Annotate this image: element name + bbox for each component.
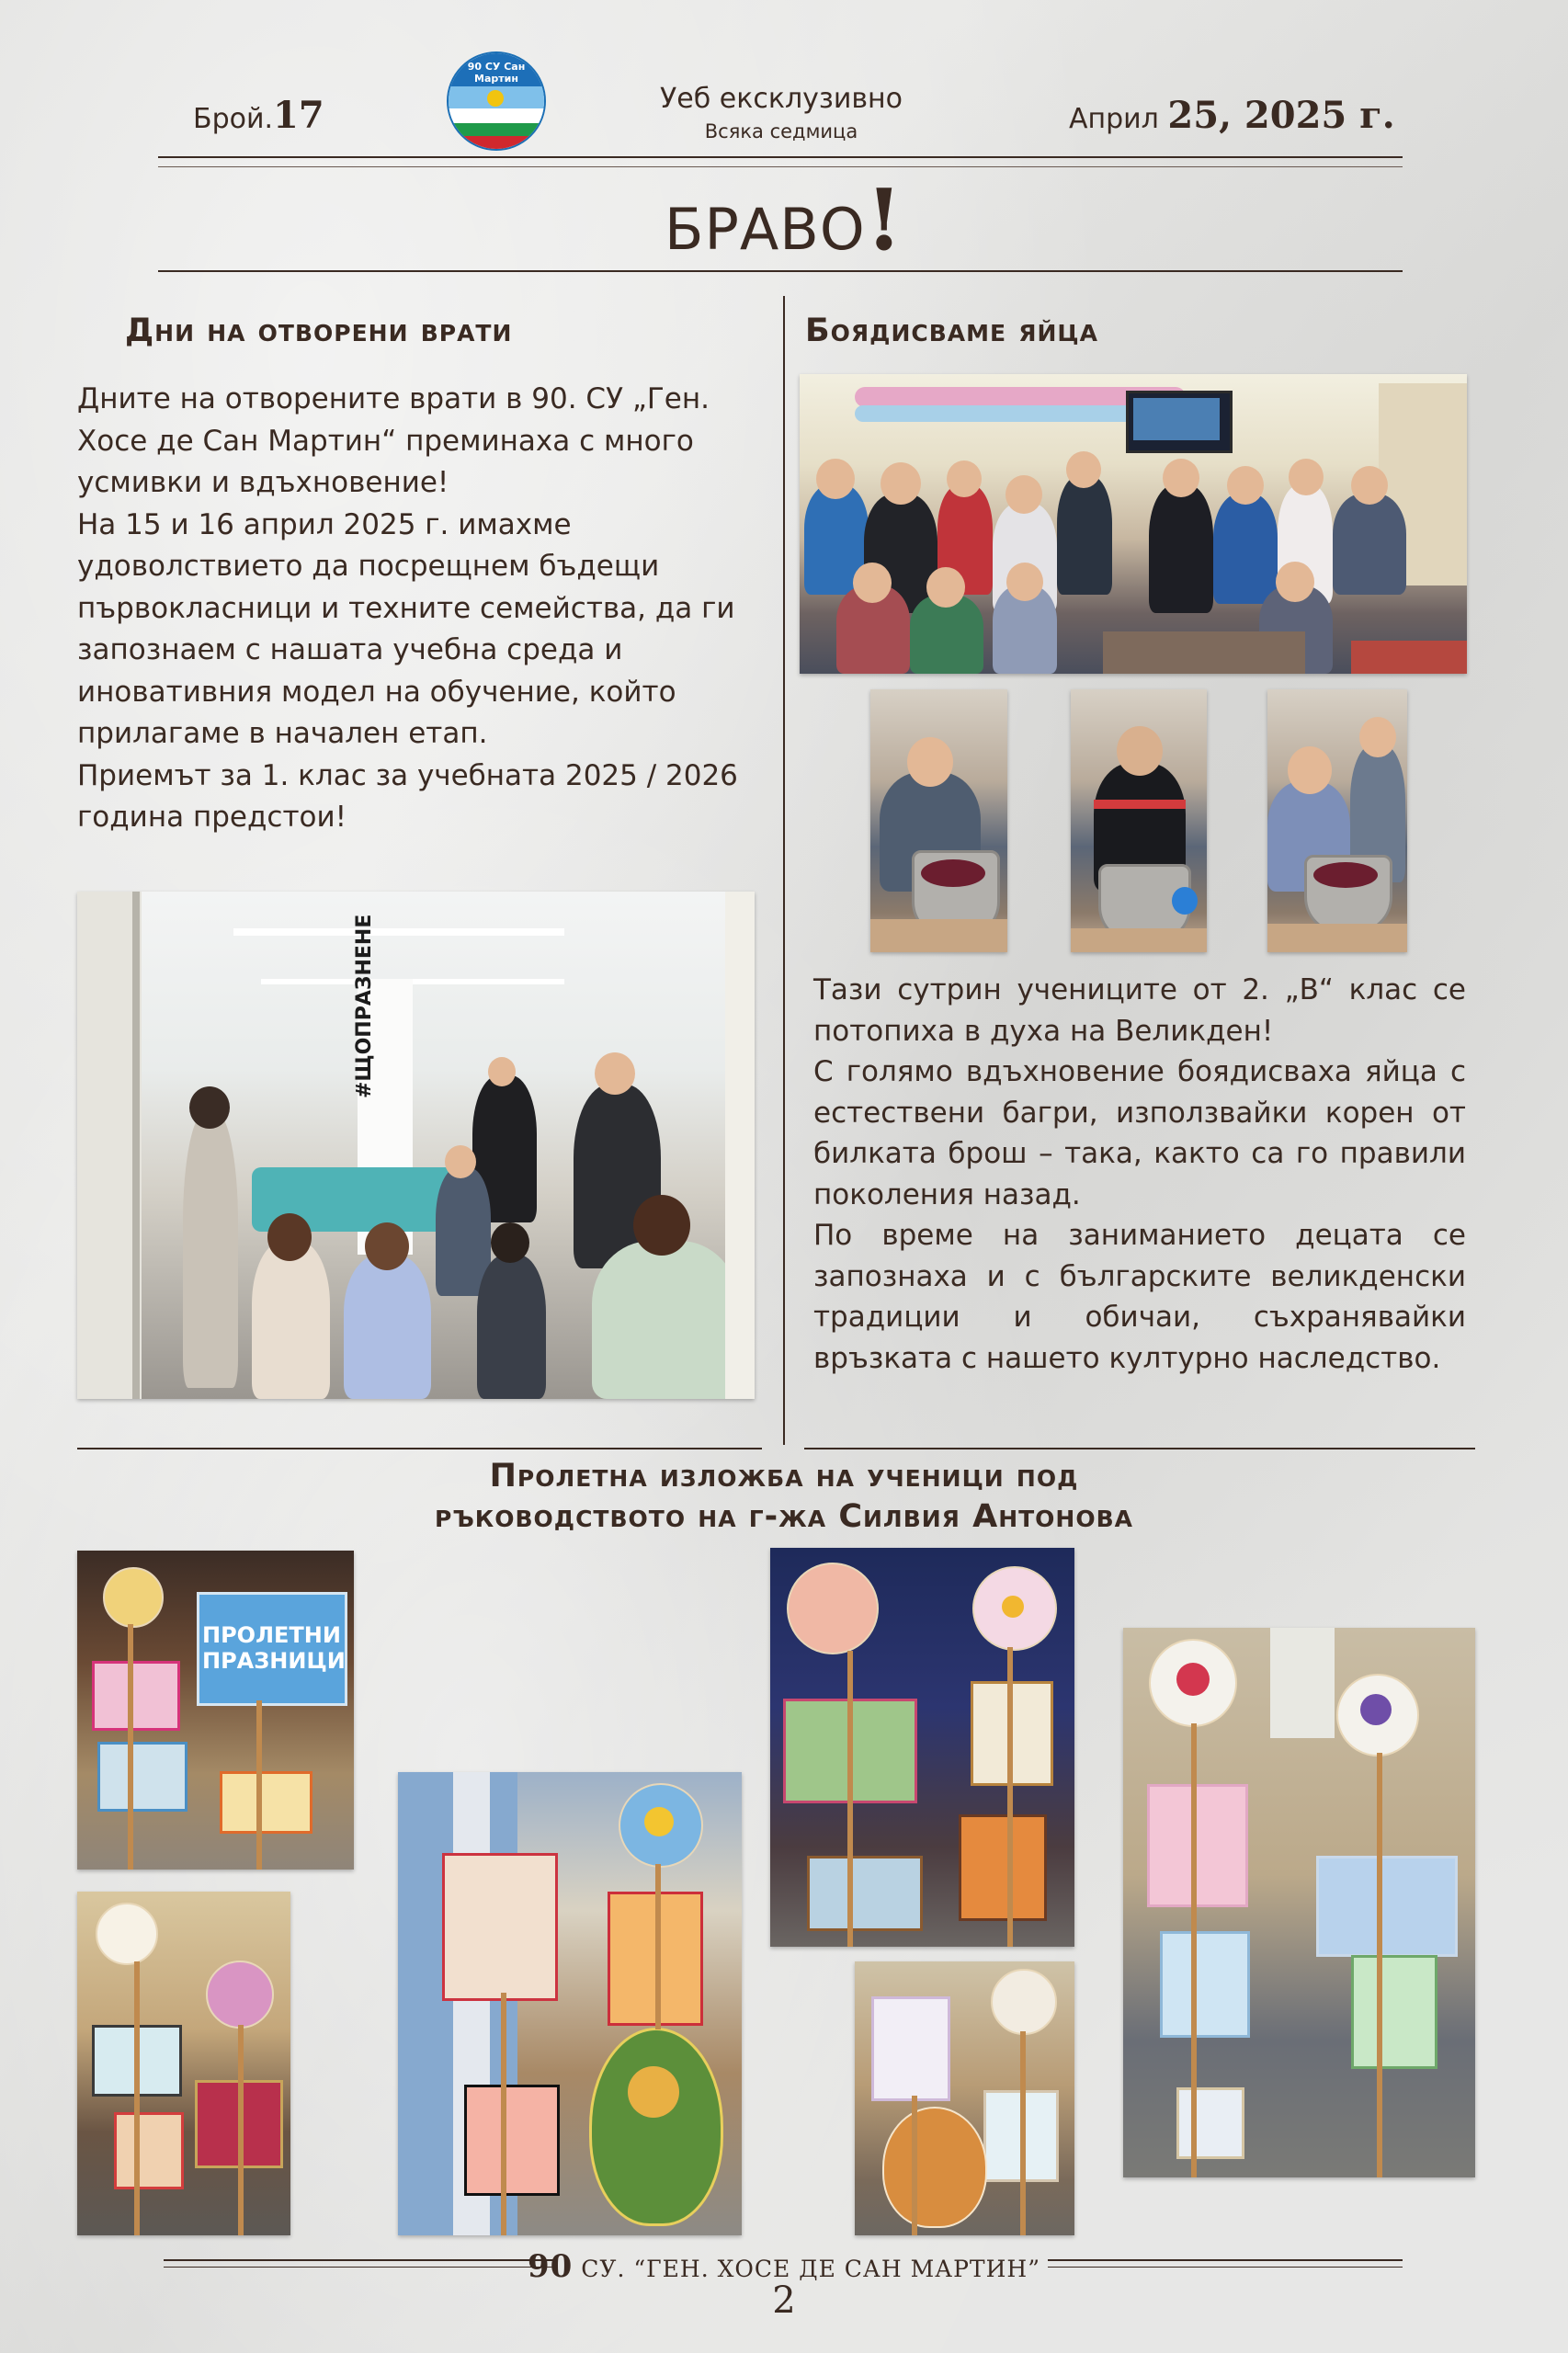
exhibition-photo-5 bbox=[855, 1961, 1074, 2235]
date-value: 25, 2025 г. bbox=[1167, 94, 1395, 137]
exhibition-banner-text: ПРОЛЕТНИ ПРАЗНИЦИ bbox=[202, 1622, 346, 1674]
exhibition-photo-6 bbox=[1123, 1628, 1475, 2177]
right-paragraph-2: С голямо вдъхновение боядисваха яйца с естествени багри, използвайки корен от билката брош – така, както са го правили поколения назад. bbox=[813, 1055, 1466, 1211]
column-divider bbox=[783, 296, 785, 1445]
title-rule bbox=[158, 270, 1403, 272]
footer-number: 90 bbox=[527, 2248, 574, 2285]
left-paragraph-3: Приемът за 1. клас за учебната 2025 / 2026 година предстои! bbox=[77, 758, 738, 834]
issue-number: 17 bbox=[273, 94, 324, 137]
exhibition-heading bbox=[0, 1458, 1568, 1535]
right-paragraph-1: Тази сутрин учениците от 2. „В“ клас се потопиха в духа на Великден! bbox=[813, 973, 1466, 1048]
right-article-body bbox=[813, 970, 1466, 1379]
date-month: Април bbox=[1069, 103, 1159, 135]
class-group-photo bbox=[800, 374, 1467, 674]
sun-icon bbox=[487, 90, 504, 107]
egg-dyeing-photo-2 bbox=[1071, 689, 1207, 952]
egg-dyeing-photo-3 bbox=[1267, 689, 1407, 952]
open-doors-photo bbox=[77, 892, 755, 1399]
issue-label bbox=[193, 94, 324, 137]
wall-slogan: #ЩОПРАЗНЕНЕ bbox=[353, 914, 376, 1098]
left-article-heading: Дни на отворени врати bbox=[125, 313, 513, 349]
issue-date bbox=[1069, 94, 1395, 137]
header-center-subtitle: Всяка седмица bbox=[704, 120, 858, 142]
egg-dyeing-photo-1 bbox=[870, 689, 1007, 952]
right-paragraph-3: По време на заниманието децата се запознаха и с българските великденски традиции и обичаи, съхранявайки връзката с нашето културно наследство. bbox=[813, 1219, 1466, 1375]
logo-text: 90 СУ Сан Мартин bbox=[467, 61, 526, 85]
exhibition-photo-3 bbox=[398, 1772, 742, 2235]
header-center-title: Уеб ексклузивно bbox=[660, 83, 903, 115]
section-rule-right bbox=[804, 1448, 1475, 1449]
right-article-heading: Боядисваме яйца bbox=[805, 313, 1098, 349]
left-paragraph-2: На 15 и 16 април 2025 г. имахме удоволствието да посрещнем бъдещи първокласници и техните семейства, да ги запознаем с нашата учебна среда и иновативния модел на обучение, който прилагаме в начален етап. bbox=[77, 507, 735, 750]
header-rule-bottom bbox=[158, 166, 1403, 167]
exhibition-heading-line2: ръководството на г-жа Силвия Антонова bbox=[435, 1498, 1133, 1535]
page-title bbox=[0, 170, 1568, 269]
exhibition-photo-1 bbox=[77, 1551, 354, 1870]
page-title-mark: ! bbox=[865, 170, 904, 269]
exhibition-heading-line1: Пролетна изложба на ученици под bbox=[489, 1458, 1079, 1495]
header-center bbox=[588, 83, 974, 142]
exhibition-photo-4 bbox=[770, 1548, 1074, 1947]
school-logo bbox=[447, 51, 546, 151]
issue-label-text: Брой. bbox=[193, 103, 274, 135]
header-rule-top bbox=[158, 156, 1403, 158]
section-rule-left bbox=[77, 1448, 762, 1449]
left-article-body bbox=[77, 379, 762, 839]
exhibition-photo-2 bbox=[77, 1892, 290, 2235]
left-paragraph-1: Дните на отворените врати в 90. СУ „Ген. Хосе де Сан Мартин“ преминаха с много усмивки и вдъхновение! bbox=[77, 382, 710, 499]
page-title-word: БРАВО bbox=[664, 196, 866, 263]
footer-text: СУ. “ГЕН. ХОСЕ ДЕ САН МАРТИН” bbox=[573, 2256, 1040, 2282]
page-number: 2 bbox=[772, 2279, 796, 2322]
